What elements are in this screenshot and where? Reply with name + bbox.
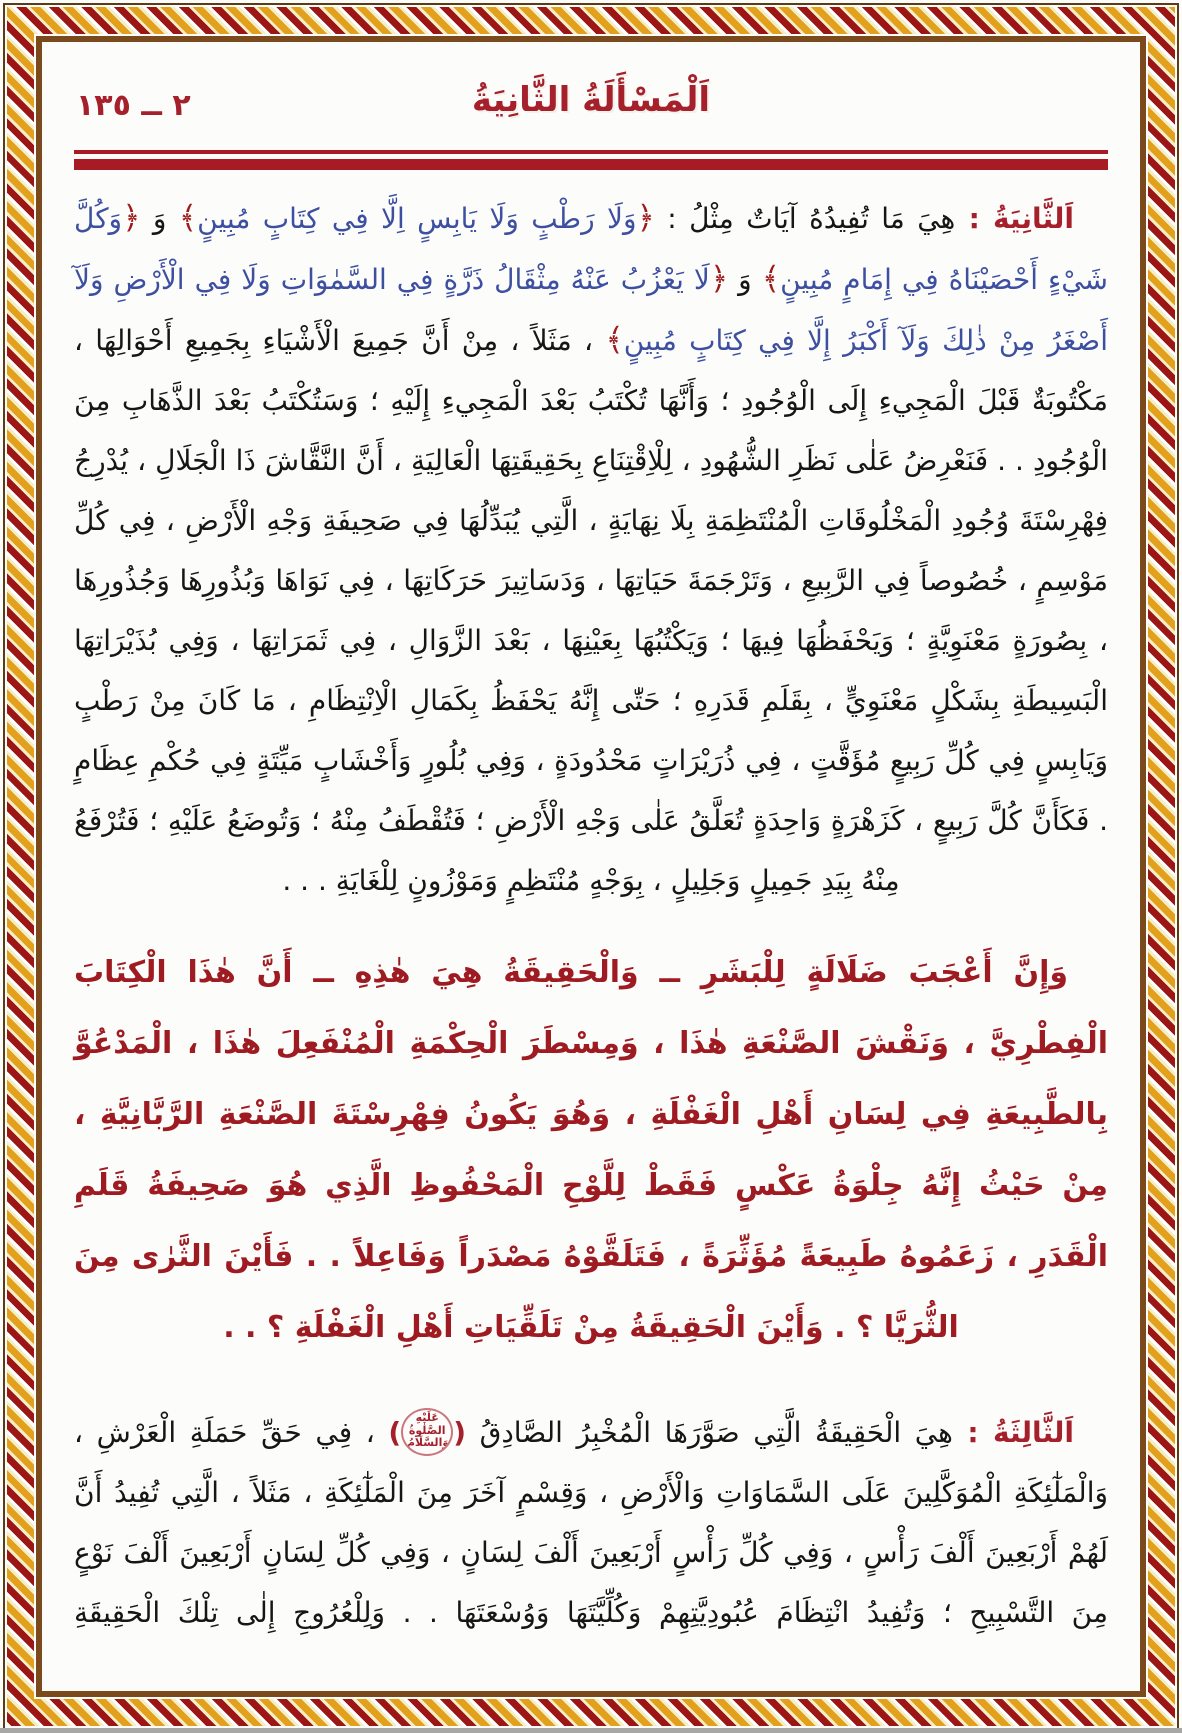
scan-edge-shadow <box>0 1728 1182 1733</box>
text-segment: اَلثَّالِثَةُ : <box>952 1416 1075 1449</box>
paragraph <box>74 1403 1108 1643</box>
quran-bracket-ornament: ﴾ <box>761 261 781 297</box>
text-segment: هِيَ الْحَقِيقَةُ الَّتِي صَوَّرَهَا الْمُخْبِرُ الصَّادِقُ <box>465 1416 953 1449</box>
quran-bracket-ornament: ﴾ <box>178 200 198 236</box>
text-segment: وَ <box>140 202 179 235</box>
text-segment: ( <box>453 1416 466 1449</box>
text-segment: وَكُلَّ شَيْءٍ أَحْصَيْنَاهُ فِي إِمَامٍ مُبِينٍ <box>74 202 1108 296</box>
body-text <box>74 188 1108 1643</box>
paragraph <box>74 937 1108 1363</box>
header-rule-thick <box>74 159 1108 170</box>
salawat-stamp: عَلَيْهِ الصَّلٰوةُ وَالسَّلَامُ <box>401 1408 453 1456</box>
page-title: اَلْمَسْأَلَةُ الثَّانِيَةُ <box>471 80 711 120</box>
text-segment: ) <box>388 1416 402 1449</box>
text-segment: لَا يَعْزُبُ عَنْهُ مِثْقَالُ ذَرَّةٍ فِي السَّمٰوَاتِ وَلَا فِي الْأَرْضِ وَلَآ أَصْغَرُ مِنْ ذٰلِكَ وَلَآ أَكْبَرُ إِلَّا فِي كِتَابٍ مُبِينٍ <box>74 263 1108 357</box>
header-rule-thin <box>74 150 1108 154</box>
text-segment: وَلَا رَطْبٍ وَلَا يَابِسٍ اِلَّا فِي كِتَابٍ مُبِينٍ <box>197 202 637 235</box>
page-content <box>74 80 1108 1677</box>
text-segment: ، فِي حَقِّ حَمَلَةِ الْعَرْشِ ، وَالْمَلٰٓئِكَةِ الْمُوَكَّلِينَ عَلَى السَّمَاوَاتِ وَالْأَرْضِ ، وَقِسْمٍ آخَرَ مِنَ الْمَلٰٓئِكَةِ ، مَثَلاً ، الَّتِي تُفِيدُ أَنَّ لَهُمْ أَرْبَعِينَ أَلْفَ رَأْسٍ ، وَفِي كُلِّ رَأْسٍ أَرْبَعِينَ أَلْفَ لِسَانٍ ، وَفِي كُلِّ لِسَانٍ أَرْبَعِينَ أَلْفَ نَوْعٍ مِنَ التَّسْبِيحِ ؛ وَتُفِيدُ انْتِظَامَ عُبُودِيَّتِهِمْ وَكُلِّيَّتَهَا وَوُسْعَتَهَا . . وَلِلْعُرُوجِ إِلٰى تِلْكَ الْحَقِيقَةِ <box>74 1416 1108 1629</box>
quran-bracket-ornament: ﴿ <box>122 200 141 236</box>
quran-bracket-ornament: ﴿ <box>709 261 729 297</box>
page-number: ٢ ــ ١٣٥ <box>76 88 191 123</box>
quran-bracket-ornament: ﴾ <box>605 322 624 358</box>
text-segment: وَ <box>728 263 762 296</box>
text-segment: اَلثَّانِيَةُ : <box>955 202 1075 235</box>
paragraph <box>74 188 1108 911</box>
text-segment: وَإِنَّ أَعْجَبَ ضَلَالَةٍ لِلْبَشَرِ ــ وَالْحَقِيقَةُ هِيَ هٰذِهِ ــ أَنَّ هٰذَا الْكِتَابَ الْفِطْرِيَّ ، وَنَقْشَ الصَّنْعَةِ هٰذَا ، وَمِسْطَرَ الْحِكْمَةِ الْمُنْفَعِلَ هٰذَا ، الْمَدْعُوَّ بِالطَّبِيعَةِ فِي لِسَانِ أَهْلِ الْغَفْلَةِ ، وَهُوَ يَكُونُ فِهْرِسْتَةَ الصَّنْعَةِ الرَّبَّانِيَّةِ ، مِنْ حَيْثُ إِنَّهُ جِلْوَةُ عَكْسٍ فَقَطْ لِلَّوْحِ الْمَحْفُوظِ الَّذِي هُوَ صَحِيفَةُ قَلَمِ الْقَدَرِ ، زَعَمُوهُ طَبِيعَةً مُؤَثِّرَةً ، فَتَلَقَّوْهُ مَصْدَراً وَفَاعِلاً . . فَأَيْنَ الثَّرٰى مِنَ الثُّرَيَّا ؟ . وَأَيْنَ الْحَقِيقَةُ مِنْ تَلَقِّيَاتِ أَهْلِ الْغَفْلَةِ ؟ . . <box>74 955 1108 1345</box>
text-segment: ، مَثَلاً ، مِنْ أَنَّ جَمِيعَ الْأَشْيَاءِ بِجَمِيعِ أَحْوَالِهَا ، مَكْتُوبَةٌ قَبْلَ الْمَجِيءِ إِلَى الْوُجُودِ ؛ وَأَنَّهَا تُكْتَبُ بَعْدَ الْمَجِيءِ إِلَيْهِ ؛ وَسَتُكْتَبُ بَعْدَ الذَّهَابِ مِنَ الْوُجُودِ . . فَنَعْرِضُ عَلٰى نَظَرِ الشُّهُودِ ، لِلْاِقْتِنَاعِ بِحَقِيقَتِهَا الْعَالِيَةِ ، أَنَّ النَّقَّاشَ ذَا الْجَلَالِ ، يُدْرِجُ فِهْرِسْتَةَ وُجُودِ الْمَخْلُوقَاتِ الْمُنْتَظِمَةِ بِلَا نِهَايَةٍ ، الَّتِي يُبَدِّلُهَا فِي صَحِيفَةِ وَجْهِ الْأَرْضِ ، فِي كُلِّ مَوْسِمٍ ، خُصُوصاً فِي الرَّبِيعِ ، وَتَرْجَمَةَ حَيَاتِهَا ، وَدَسَاتِيرَ حَرَكَاتِهَا ، فِي نَوَاهَا وَبُذُورِهَا وَجُذُورِهَا ، بِصُورَةٍ مَعْنَوِيَّةٍ ؛ وَيَحْفَظُهَا فِيهَا ؛ وَيَكْتُبُهَا بِعَيْنِهَا ، بَعْدَ الزَّوَالِ ، فِي ثَمَرَاتِهَا ، وَفِي بُذَيْرَاتِهَا الْبَسِيطَةِ بِشَكْلٍ مَعْنَوِيٍّ ، بِقَلَمِ قَدَرِهِ ؛ حَتّٰى إِنَّهُ يَحْفَظُ بِكَمَالِ الْاِنْتِظَامِ ، مَا كَانَ مِنْ رَطْبٍ وَيَابِسٍ فِي كُلِّ رَبِيعٍ مُؤَقَّتٍ ، فِي ذُرَيْرَاتٍ مَحْدُودَةٍ ، وَفِي بُلُورٍ وَأَخْشَابٍ مَيِّتَةٍ فِي حُكْمِ عِظَامٍ . فَكَأَنَّ كُلَّ رَبِيعٍ ، كَزَهْرَةٍ وَاحِدَةٍ تُعَلَّقُ عَلٰى وَجْهِ الْأَرْضِ ؛ فَتُقْطَفُ مِنْهُ ؛ وَتُوضَعُ عَلَيْهِ ؛ فَتُرْفَعُ مِنْهُ بِيَدِ جَمِيلٍ وَجَلِيلٍ ، بِوَجْهٍ مُنْتَظِمٍ وَمَوْزُونٍ لِلْغَايَةِ . . . <box>74 324 1108 897</box>
page-header <box>74 80 1108 142</box>
text-segment: هِيَ مَا تُفِيدُهُ آيَاتٌ مِثْلُ : <box>654 202 956 235</box>
quran-bracket-ornament: ﴿ <box>636 200 655 236</box>
